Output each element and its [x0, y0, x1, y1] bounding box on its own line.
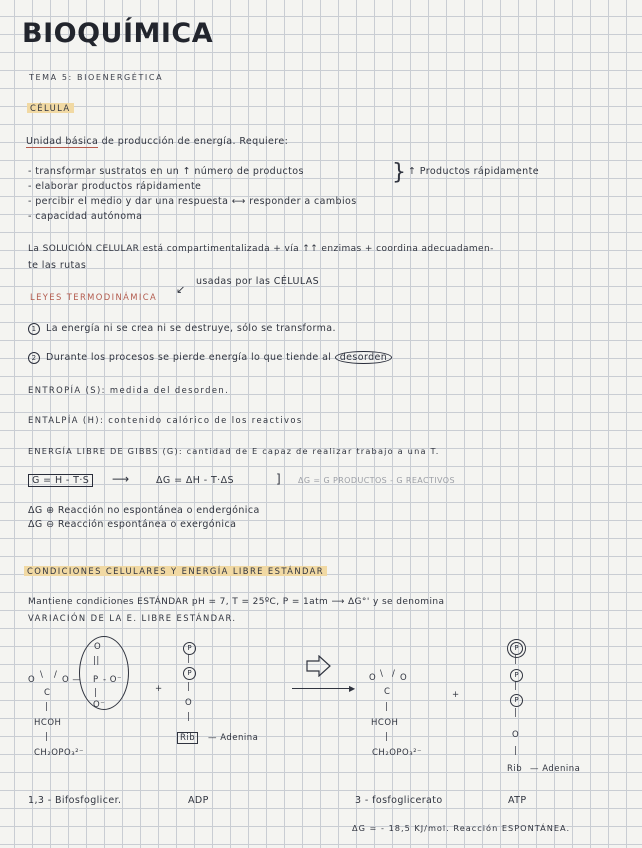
atom-o-left: O [28, 675, 36, 685]
requirement-2: - elaborar productos rápidamente [28, 181, 202, 192]
page-title: BIOQUÍMICA [22, 18, 214, 49]
phosphate-circle-1: P [183, 642, 196, 655]
requirement-3: - percibir el medio y dar una respuesta ⟷ responder a cambios [28, 196, 357, 207]
reaction-arrow-line [292, 688, 352, 689]
brace-note: ↑ Productos rápidamente [408, 166, 539, 177]
group-ch2opo3: CH₂OPO₃²⁻ [34, 748, 85, 758]
intro-line [26, 136, 288, 147]
adp-bond-1: | [187, 654, 191, 664]
law-2-number: 2 [28, 352, 40, 364]
atp-phosphate-circle-1: P [510, 642, 523, 655]
bond-p-down: | [94, 688, 98, 698]
delta-g-equation: ΔG = ΔH - T·ΔS [156, 475, 234, 486]
law-1 [28, 323, 336, 335]
pg-atom-o-right: O [400, 673, 408, 683]
atp-bond-2: | [514, 681, 518, 691]
entalpia-def: ENTALPÍA (H): contenido calórico de los reactivos [28, 415, 303, 425]
adp-bond-3: | [187, 712, 191, 722]
mantiene-line-1: Mantiene condiciones ESTÁNDAR pH = 7, T = 25ºC, P = 1atm ⟶ ΔG°' y se denomina [28, 597, 445, 607]
delta-g-negative: ΔG ⊖ Reacción espontánea o exergónica [28, 519, 237, 530]
curved-arrow-icon: ↙ [176, 283, 186, 296]
delta-g-definition: ΔG = G PRODUCTOS - G REACTIVOS [298, 476, 455, 485]
pg-bond-c-down: | [385, 702, 389, 712]
law-1-text: La energía ni se crea ni se destruye, sólo se transforma. [46, 323, 336, 334]
label-3pg: 3 - fosfoglicerato [355, 795, 443, 806]
big-arrow-icon [306, 655, 328, 669]
atp-bond-1: | [514, 655, 518, 665]
gibbs-def: ENERGÍA LIBRE DE GIBBS (G): cantidad de E capaz de realizar trabajo a una T. [28, 446, 440, 456]
intro-rest: de producción de energía. Requiere: [98, 136, 289, 147]
phosphate-circle-2: P [183, 667, 196, 680]
mantiene-line-2: VARIACIÓN DE LA E. LIBRE ESTÁNDAR. [28, 613, 237, 623]
entropia-def: ENTROPÍA (S): medida del desorden. [28, 385, 230, 395]
atom-p: P [93, 675, 99, 685]
law-2 [28, 352, 392, 364]
plus-sign-1: + [155, 684, 163, 694]
gibbs-equation-box: G = H - T·S [28, 474, 93, 487]
atp-phosphate-circle-3: P [510, 694, 523, 707]
section-leyes: LEYES TERMODINÁMICA [30, 292, 158, 302]
pg-group-ch2opo3: CH₂OPO₃²⁻ [372, 748, 423, 758]
label-adp: ADP [188, 795, 209, 806]
atp-oxygen: O [512, 730, 520, 740]
phosphate-oval [79, 636, 129, 710]
group-hcoh: HCOH [34, 718, 62, 728]
requirement-4: - capacidad autónoma [28, 211, 143, 222]
double-bond: || [93, 656, 100, 666]
pg-bond-left: \ [380, 669, 384, 679]
adp-adenina: — Adenina [208, 733, 259, 743]
plus-sign-2: + [452, 690, 460, 700]
atp-ribose: Rib [507, 764, 523, 774]
adp-ribose-box: Rib [177, 732, 198, 744]
atp-bond-4: | [514, 746, 518, 756]
solucion-line-1: La SOLUCIÓN CELULAR está compartimentalizada + vía ↑↑ enzimas + coordina adecuadamen- [28, 244, 494, 254]
intro-highlight: Unidad básica [26, 136, 99, 147]
bond-hcoh-down: | [45, 732, 49, 742]
atp-adenina: — Adenina [530, 764, 581, 774]
big-arrow-icon-svg [306, 655, 332, 677]
requirement-1: - transformar sustratos en un ↑ número de productos [28, 166, 304, 177]
bond-left: \ [40, 670, 44, 680]
pg-atom-c: C [384, 687, 391, 697]
pg-atom-o-left: O [369, 673, 377, 683]
law-1-number: 1 [28, 323, 40, 335]
pg-bond-right: / [392, 669, 396, 679]
reaction-arrow-head-icon: ▶ [349, 684, 356, 693]
adp-oxygen: O [185, 698, 193, 708]
equation-arrow-icon: ⟶ [112, 472, 130, 486]
atom-c: C [44, 688, 51, 698]
topic-heading: TEMA 5: BIOENERGÉTICA [29, 73, 164, 82]
final-delta-g: ΔG = - 18,5 KJ/mol. Reacción ESPONTÁNEA. [352, 823, 571, 833]
solucion-line-2: te las rutas [28, 260, 87, 271]
brace: } [392, 160, 406, 185]
label-atp: ATP [508, 795, 527, 806]
bond-c-down: | [45, 702, 49, 712]
pg-group-hcoh: HCOH [371, 718, 399, 728]
law-2-text: Durante los procesos se pierde energía lo que tiende al [46, 352, 335, 363]
section-condiciones: CONDICIONES CELULARES Y ENERGÍA LIBRE ESTÁNDAR [24, 566, 327, 576]
atp-phosphate-circle-2: P [510, 669, 523, 682]
atom-o-minus-bottom: O⁻ [93, 700, 106, 710]
atom-o-link: O — [62, 675, 82, 685]
usadas-note: usadas por las CÉLULAS [196, 276, 320, 287]
law-2-circled-word: desorden [335, 351, 392, 364]
atom-o-minus-right: - O⁻ [103, 675, 122, 685]
section-celula: CÉLULA [27, 103, 74, 113]
atp-bond-3: | [514, 708, 518, 718]
atom-o-top: O [94, 642, 102, 652]
adp-bond-2: | [187, 682, 191, 692]
delta-g-positive: ΔG ⊕ Reacción no espontánea o endergónica [28, 505, 260, 516]
pg-bond-hcoh-down: | [385, 732, 389, 742]
bond-right: / [54, 670, 58, 680]
label-bpg: 1,3 - Bifosfoglicer. [28, 795, 122, 806]
bracket: ] [276, 472, 282, 486]
